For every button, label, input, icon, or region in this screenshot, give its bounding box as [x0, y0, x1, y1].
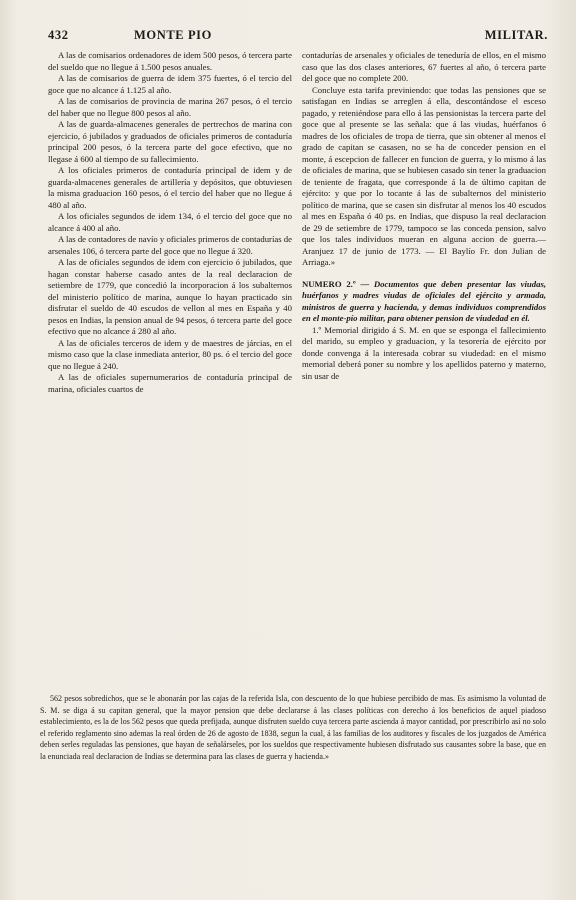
paragraph: A las de contadores de navío y oficiales primeros de contadurías de arsenales 106, ó tercera parte del goce que no llegue á 320. [48, 234, 292, 256]
nota-title: — Documentos que deben presentar las viudas, huérfanos y madres viudas de oficiales del ejército y armada, ministros de guerra y hacienda, y demas individuos comprendidos en el monte-pío militar, para obtener pension de viudedad en él. [302, 278, 546, 323]
paragraph: A los oficiales segundos de idem 134, ó el tercio del goce que no alcance á 400 al año. [48, 211, 292, 233]
paragraph: A las de oficiales supernumerarios de contaduría principal de marina, oficiales cuartos de [48, 372, 292, 394]
page-number: 432 [48, 28, 69, 42]
right-column [302, 50, 546, 382]
nota-number: NUMERO 2.º [302, 278, 356, 289]
paragraph: A las de oficiales segundos de idem con ejercicio ó jubilados, que hagan constar haberse casado antes de la real declaracion de setiembre de 1779, que concedió la incorporacion á los subalternos del ministerio político de marina, aunque lo hayan practicado sin disfrutar el sueldo de 40 escudos de vellon al mes en España y 40 pesos en Indias, la pension anual de 94 pesos, ó tercera parte del goce efectivo que no alcance á 280 al año. [48, 257, 292, 336]
left-column [48, 50, 292, 395]
footnote-text: 562 pesos sobredichos, que se le abonarán por las cajas de la referida Isla, con descuento de lo que hubiese percibido de mas. Es asimismo la voluntad de S. M. se diga á su capitan general, que la mayor pension que debe declararse á las clases políticas con derecho á los beneficios de aquel piadoso establecimiento, es la de los 562 pesos que queda prefijada, aunque disfruten sueldo cuya tercera parte ascienda á mayor cantidad, por prescribirlo así no solo el referido reglamento sino ademas la real órden de 26 de agosto de 1838, segun la cual, á las familias de los auditores y fiscales de los juzgados de América deben serles reguladas las pensiones, que hayan de señalárseles, por los sueldos que respectivamente hubiesen disfrutado sus causantes sobre la base, que en la enunciada real declaracion de Indias se determina para las clases de guerra y hacienda.» [40, 694, 546, 761]
paragraph: A las de comisarios de guerra de idem 375 fuertes, ó el tercio del goce que no alcance á 1.125 al año. [48, 73, 292, 95]
running-header [48, 28, 548, 46]
paragraph: A las de oficiales terceros de idem y de maestres de járcias, en el mismo caso que la clase inmediata anterior, 80 ps. ó el tercio del goce que no llegue á 240. [48, 337, 292, 371]
nota-numero-2 [302, 279, 546, 325]
running-title-left: MONTE PIO [134, 28, 212, 42]
footnote [40, 693, 546, 763]
paragraph: A las de guarda-almacenes generales de pertrechos de marina con ejercicio, ó jubilados y graduados de oficiales primeros de contaduría principal 200 pesos, ó la tercera parte del goce efectivo, que no llegase á 600 al tiempo de su fallecimiento. [48, 119, 292, 164]
paragraph: contadurías de arsenales y oficiales de teneduría de ellos, en el mismo caso que las dos clases anteriores, 67 fuertes al año, ó tercera parte del goce que no complete 200. [302, 50, 546, 83]
paragraph: A las de comisarios de provincia de marina 267 pesos, ó el tercio del haber que no llegue 800 pesos al año. [48, 96, 292, 118]
paragraph: Concluye esta tarifa previniendo: que todas las pensiones que se satisfagan en Indias se arreglen á ella, descontándose el esceso pagado, y reteniéndose para ello á las pensionistas la tercera parte del goce que al presente se las señala: que á las viudas, huérfanos ó madres de los oficiales de tropa de tierra, que sin obtener al menos el grado de capitan se casasen, no se ha de conceder pension en el monte, á escepcion de fallecer en funcion de guerra, y lo mismo á las de oficiales de marina, que se hubiesen casado sin tener la graduacion de teniente de fragata, que corresponde á la de último capitan de ejército: y que por lo tocante á las de subalternos del ministerio político de marina, que se casen sin disfrutar al menos los 40 escudos al mes en España ó 40 ps. en Indias, que dispuso la real declaracion de 29 de setiembre de 1779, tampoco se las conceda pension, salvo que los tales individuos mueran en alguna accion de guerra.— Aranjuez 17 de junio de 1773. — El Baylío Fr. don Julian de Arriaga.» [302, 84, 546, 267]
paragraph: A las de comisarios ordenadores de idem 500 pesos, ó tercera parte del sueldo que no llegue á 1.500 pesos anuales. [48, 50, 292, 72]
running-title-right: MILITAR. [484, 28, 548, 42]
paragraph: A los oficiales primeros de contaduría principal de idem y de guarda-almacenes generales de artillería y depósitos, que obtuviesen la misma graduacion 160 pesos, ó el tercio del haber que no llegue á 480 al año. [48, 165, 292, 210]
item-1-paragraph: 1.º Memorial dirigido á S. M. en que se esponga el fallecimiento del marido, su empleo y graduacion, y la tesorería de ejército por donde convenga á la interesada cobrar su viudedad: en el mismo memorial deberá poner su nombre y los apellidos paterno y materno, sin usar de [302, 324, 546, 381]
